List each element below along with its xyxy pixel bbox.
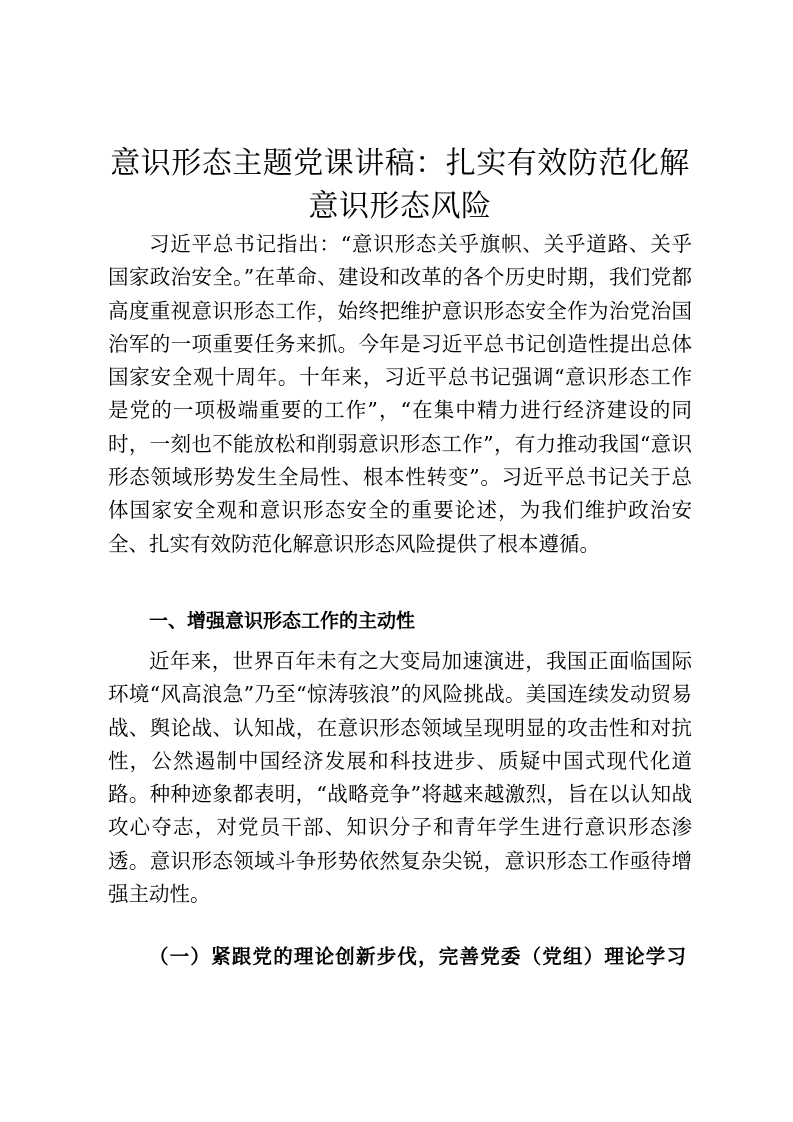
section-heading-1: 一、增强意识形态工作的主动性	[149, 610, 416, 632]
subsection-heading-1: （一）紧跟党的理论创新步伐，完善党委（党组）理论学习	[149, 945, 688, 968]
document-title: 意识形态主题党课讲稿：扎实有效防范化解意识形态风险	[110, 146, 690, 224]
section-1-paragraph: 近年来，世界百年未有之大变局加速演进，我国正面临国际环境“风高浪急”乃至“惊涛骇浪”的风险挑战。美国连续发动贸易战、舆论战、认知战，在意识形态领域呈现明显的攻击性和对抗性，公然遏制中国经济发展和科技进步、质疑中国式现代化道路。种种迹象都表明，“战略竞争”将越来越激烈，旨在以认知战攻心夺志，对党员干部、知识分子和青年学生进行意识形态渗透。意识形态领域斗争形势依然复杂尖锐，意识形态工作亟待增强主动性。	[108, 649, 692, 907]
intro-paragraph: 习近平总书记指出：“意识形态关乎旗帜、关乎道路、关乎国家政治安全。”在革命、建设和改革的各个历史时期，我们党都高度重视意识形态工作，始终把维护意识形态安全作为治党治国治军的一项重要任务来抓。今年是习近平总书记创造性提出总体国家安全观十周年。十年来，习近平总书记强调“意识形态工作是党的一项极端重要的工作”，“在集中精力进行经济建设的同时，一刻也不能放松和削弱意识形态工作”，有力推动我国“意识形态领域形势发生全局性、根本性转变”。习近平总书记关于总体国家安全观和意识形态安全的重要论述，为我们维护政治安全、扎实有效防范化解意识形态风险提供了根本遵循。	[108, 232, 692, 556]
